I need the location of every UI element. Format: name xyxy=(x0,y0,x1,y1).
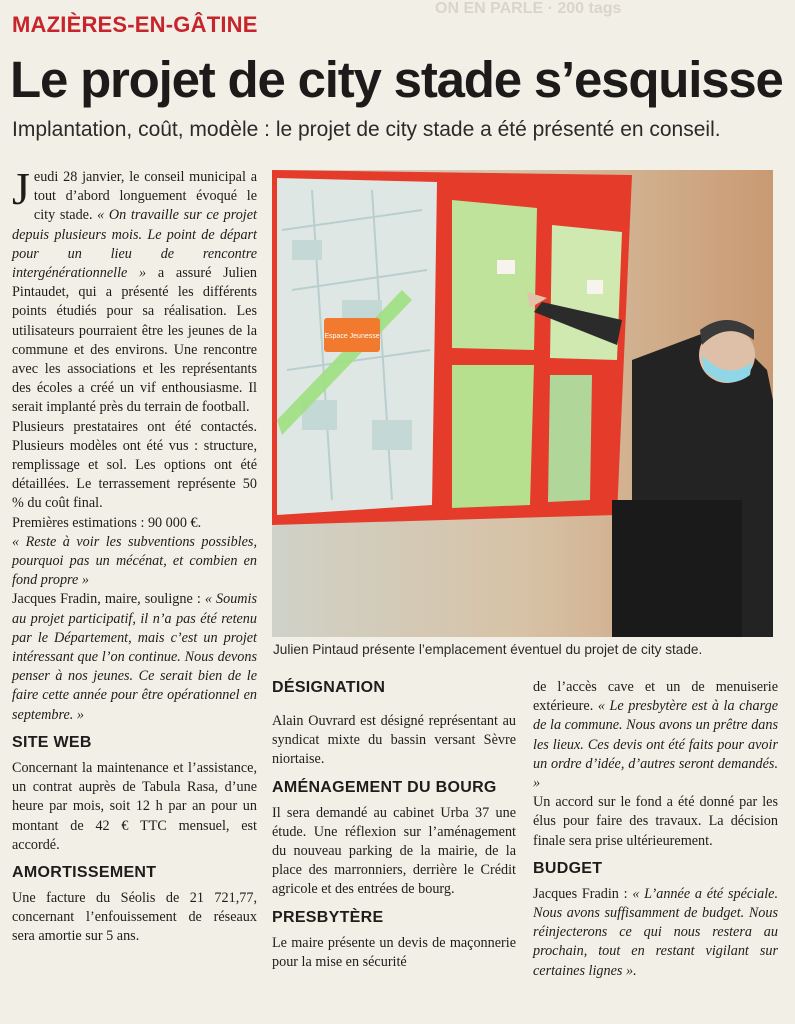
intro-text-cont: a assuré Julien Pintaudet, qui a présenté les différents points étudiés pour sa réalisation. Les utilisateurs pourraient être les jeunes de la commune et des environs. Une rencontre avec les associations et les représentants des écoles a créé un vif enthousiasme. Il serait implanté près du terrain de football. xyxy=(12,265,257,416)
amenagement-heading: AMÉNAGEMENT DU BOURG xyxy=(272,778,497,796)
column-3 xyxy=(533,678,778,981)
column-1 xyxy=(12,163,257,947)
location-kicker: MAZIÈRES-EN-GÂTINE xyxy=(12,12,258,37)
budget-quote: « L’année a été spéciale. Nous avons suffisamment de budget. Nous réinjecterons ce qui nous restera au prochain, tout en restant vigilant sur certaines lignes ». xyxy=(533,885,779,979)
budget-intro: Jacques Fradin : xyxy=(533,885,633,902)
budget-heading: BUDGET xyxy=(533,859,603,877)
providers-paragraph: Plusieurs prestataires ont été contactés. Plusieurs modèles ont été vus : structure, remplissage et sol. Les options ont été détaillées. Le terrassement représente 50 % du coût final. xyxy=(12,418,257,512)
mayor-paragraph xyxy=(12,590,257,724)
amortissement-text: Une facture du Séolis de 21 721,77, concernant l’enfouissement de réseaux sera amortie sur 5 ans. xyxy=(12,889,257,945)
intro-quote: « On travaille sur ce projet depuis plusieurs mois. Le point de départ pour un lieu de rencontre intergénérationnelle » xyxy=(12,207,257,282)
article-deck: Implantation, coût, modèle : le projet de city stade a été présenté en conseil. xyxy=(12,118,721,141)
presbytere-text: Le maire présente un devis de maçonnerie pour la mise en sécurité xyxy=(272,934,516,970)
drop-cap: J xyxy=(12,163,30,214)
designation-heading: DÉSIGNATION xyxy=(272,679,386,696)
subsidies-quote: « Reste à voir les subventions possibles, pourquoi pas un mécénat, et combien en fond propre » xyxy=(12,533,257,589)
designation-text: Alain Ouvrard est désigné représentant au syndicat mixte du bassin versant Sèvre niortaise. xyxy=(272,713,516,768)
presbytere-quote: « Le presbytère est à la charge de la commune. Nous avons un prêtre dans les lieux. Ces devis ont été faits pour avoir un ordre d’idée, d’autres seront demandés. » xyxy=(533,698,778,792)
presbytere-agreement: Un accord sur le fond a été donné par les élus pour faire des travaux. La décision finale sera prise ultérieurement. xyxy=(533,794,778,849)
estimates-paragraph: Premières estimations : 90 000 €. xyxy=(12,514,202,531)
photo-illustration xyxy=(272,170,773,637)
budget-text xyxy=(533,885,778,981)
presbytere-continued xyxy=(533,678,778,793)
presbytere-cont-text: de l’accès cave et un de menuiserie extérieure. xyxy=(533,679,778,715)
site-web-heading: SITE WEB xyxy=(12,733,92,751)
map-label: Espace Jeunesse xyxy=(324,333,380,340)
column-2 xyxy=(272,678,516,972)
mayor-intro: Jacques Fradin, maire, souligne : xyxy=(12,591,205,608)
intro-paragraph xyxy=(12,163,257,418)
article-headline: Le projet de city stade s’esquisse xyxy=(10,51,783,108)
mayor-quote: « Soumis au projet participatif, il n’a pas été retenu par le Département, mais c’est un projet intéressant que l’on continue. Nous devons penser à nos jeunes. Ce serait bien de le faire cette année pour être opérationnel en septembre. » xyxy=(12,591,257,723)
site-web-text: Concernant la maintenance et l’assistance, un contrat auprès de Tabula Rasa, d’une heure par mois, soit 12 h par an pour un montant de 42 € TTC mensuel, est accordé. xyxy=(12,759,257,853)
presbytere-heading: PRESBYTÈRE xyxy=(272,908,384,926)
article-photo xyxy=(272,170,773,637)
bleed-through-text: ON EN PARLE · 200 tags xyxy=(435,0,622,17)
intro-text: eudi 28 janvier, le conseil municipal a tout d’abord longuement évoqué le city stade. xyxy=(33,169,257,224)
amenagement-text: Il sera demandé au cabinet Urba 37 une étude. Une réflexion sur l’aménagement du nouveau parking de la mairie, de la place des marronniers, derrière le Crédit agricole et des entrées de bourg. xyxy=(272,804,516,898)
amortissement-heading: AMORTISSEMENT xyxy=(12,863,157,881)
photo-caption: Julien Pintaud présente l’emplacement éventuel du projet de city stade. xyxy=(273,642,703,657)
